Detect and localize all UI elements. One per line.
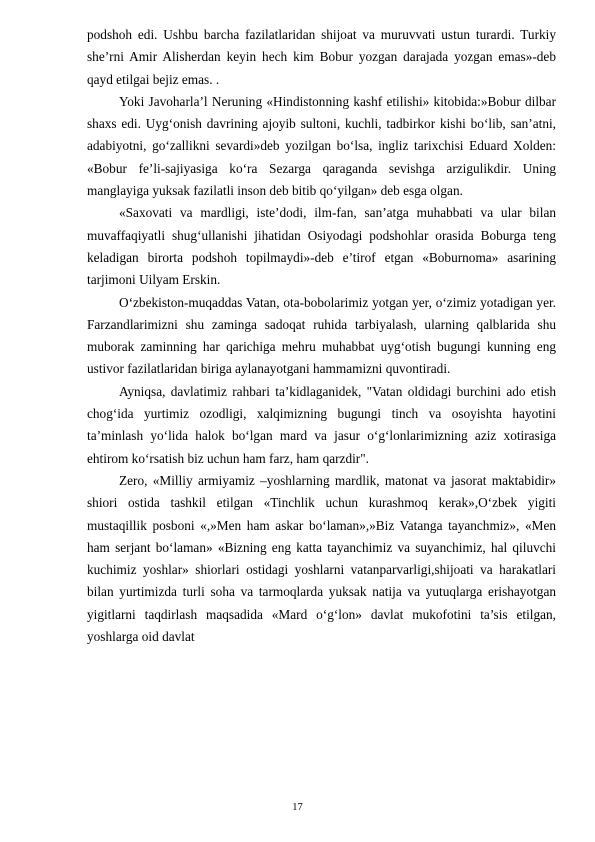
paragraph-4: O‘zbekiston-muqaddas Vatan, ota-bobolarimiz yotgan yer, o‘zimiz yotadigan yer. Farzandlarimizni shu zaminga sadoqat ruhida tarbiyalash, ularning qalblarida shu muborak zaminning har qarichiga mehru muhabbat uyg‘otish bugungi kunning eng ustivor fazilatlaridan biriga aylanayotgani hammamizni quvontiradi. (87, 294, 556, 377)
paragraph-5: Ayniqsa, davlatimiz rahbari ta’kidlaganidek, "Vatan oldidagi burchini ado etish chog‘ida yurtimiz ozodligi, xalqimizning bugungi tinch va osoyishta hayotini ta’minlash yo‘lida halok bo‘lgan mard va jasur o‘g‘lonlarimizning aziz xotirasiga ehtirom ko‘rsatish biz uchun ham farz, ham qarzdir". (87, 383, 556, 466)
paragraph-6: Zero, «Milliy armiyamiz –yoshlarning mardlik, matonat va jasorat maktabidir» shiori ostida tashkil etilgan «Tinchlik uchun kurashmoq kerak»,O‘zbek yigiti mustaqillik posboni «,»Men ham askar bo‘laman»,»Biz Vatanga tayanchmiz», «Men ham serjant bo‘laman» «Bizning eng katta tayanchimiz va suyanchimiz, hal qiluvchi kuchimiz yoshlar» shiorlari ostidagi yoshlarni vatanparvarligi,shijoati va harakatlari bilan yurtimizda turli soha va tarmoqlarda yuksak natija va yutuqlarga erishayotgan yigitlarni taqdirlash maqsadida «Mard o‘g‘lon» davlat mukofotini ta’sis etilgan, yoshlarga oid davlat (87, 472, 556, 645)
paragraph-2: Yoki Javoharla’l Neruning «Hindistonning kashf etilishi» kitobida:»Bobur dilbar shaxs edi. Uyg‘onish davrining ajoyib sultoni, kuchli, tadbirkor kishi bo‘lib, san’atni, adabiyotni, go‘zallikni sevardi»deb yozilgan bo‘lsa, ingliz tarixchisi Eduard Xolden: «Bobur fe’li-sajiyasiga ko‘ra Sezarga qaraganda sevishga arzigulikdir. Uning manglayiga yuksak fazilatli inson deb bitib qo‘yilgan» deb esga olgan. (87, 93, 556, 199)
page-number: 17 (292, 802, 303, 813)
paragraph-3: «Saxovati va mardligi, iste’dodi, ilm-fan, san’atga muhabbati va ular bilan muvaffaqiyatli shug‘ullanishi jihatidan Osiyodagi podshohlar orasida Boburga teng keladigan birorta podshoh topilmaydi»-deb e’tirof etgan «Boburnoma» asarining tarjimoni Uilyam Erskin. (87, 205, 556, 288)
document-body (87, 24, 556, 648)
paragraph-1: podshoh edi. Ushbu barcha fazilatlaridan shijoat va muruvvati ustun turardi. Turkiy she’rni Amir Alisherdan keyin hech kim Bobur yozgan darajada yozgan emas»-deb qayd etilgai bejiz emas. . (87, 27, 556, 87)
